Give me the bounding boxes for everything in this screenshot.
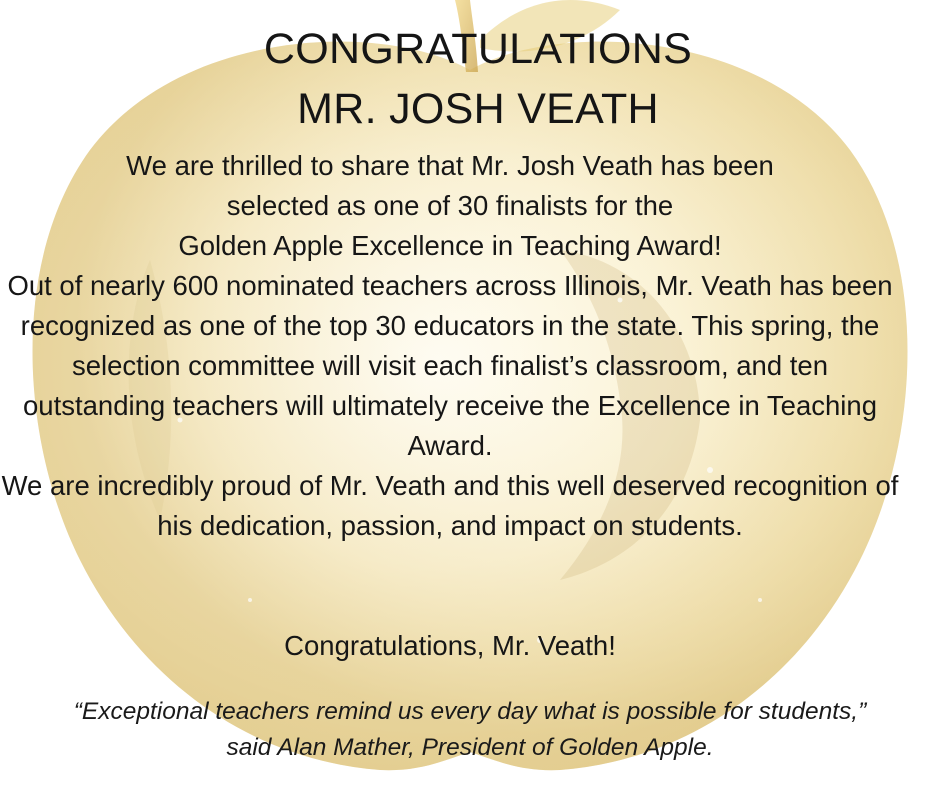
title-congratulations: CONGRATULATIONS (263, 25, 693, 73)
announcement-line-2: selected as one of 30 finalists for the (226, 190, 674, 221)
quote-attribution: said Alan Mather, President of Golden Apple. (226, 734, 714, 761)
closing-congratulations: Congratulations, Mr. Veath! (284, 630, 616, 661)
announcement-paragraph-1 (0, 146, 900, 266)
quote-block (0, 694, 940, 766)
paragraph-2-text: Out of nearly 600 nominated teachers across Illinois, Mr. Veath has been recognized as one of the top 30 educators in the state. This spring, the selection committee will visit each finalist’s classroom, and ten outstanding teachers will ultimately receive the Excellence in Teaching Award. (7, 270, 893, 461)
paragraph-3-text: We are incredibly proud of Mr. Veath and this well deserved recognition of his dedication, passion, and impact on students. (1, 470, 899, 541)
announcement-line-1: We are thrilled to share that Mr. Josh Veath has been (126, 150, 774, 181)
announcement-line-3: Golden Apple Excellence in Teaching Award! (178, 230, 722, 261)
announcement-paragraph-3 (0, 466, 900, 546)
title-name: MR. JOSH VEATH (297, 85, 659, 133)
quote-line-1: “Exceptional teachers remind us every day what is possible for students,” (73, 698, 867, 725)
announcement-paragraph-2 (0, 266, 900, 466)
